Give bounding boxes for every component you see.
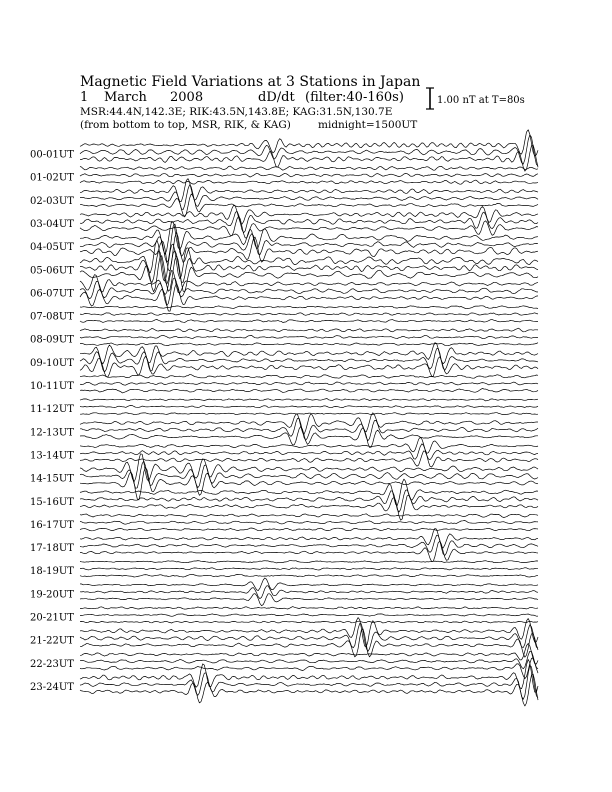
trace-kag-row-1 <box>80 166 538 170</box>
row-label: 05-06UT <box>30 265 74 277</box>
trace-rik-row-0 <box>80 135 538 166</box>
trace-msr-row-7 <box>80 320 538 323</box>
row-label: 23-24UT <box>30 681 74 693</box>
midnight-label: midnight=1500UT <box>318 119 418 131</box>
trace-kag-row-3 <box>80 205 538 224</box>
stations-label: MSR:44.4N,142.3E; RIK:43.5N,143.8E; KAG:31.5N,130.7E <box>80 106 393 118</box>
trace-kag-row-12 <box>80 413 538 434</box>
trace-msr-row-23 <box>80 674 538 706</box>
order-note: (from bottom to top, MSR, RIK, & KAG) <box>80 119 291 131</box>
trace-rik-row-12 <box>80 418 538 440</box>
trace-msr-row-10 <box>80 389 538 393</box>
trace-msr-row-18 <box>80 574 538 577</box>
trace-rik-row-18 <box>80 568 538 570</box>
chart-title: Magnetic Field Variations at 3 Stations in Japan <box>80 74 421 90</box>
row-label: 22-23UT <box>30 658 74 670</box>
trace-kag-row-16 <box>80 514 538 518</box>
scale-bar-label: 1.00 nT at T=80s <box>437 95 525 106</box>
row-label: 03-04UT <box>30 218 74 230</box>
scale-bar <box>426 88 525 109</box>
row-label: 11-12UT <box>30 404 74 416</box>
trace-rik-row-14 <box>80 461 538 488</box>
row-label: 15-16UT <box>30 496 74 508</box>
trace-msr-row-4 <box>80 232 538 271</box>
row-label: 19-20UT <box>30 589 74 601</box>
trace-msr-row-17 <box>80 541 538 562</box>
row-label: 08-09UT <box>30 334 74 346</box>
trace-rik-row-20 <box>80 614 538 616</box>
row-labels <box>30 150 74 693</box>
trace-kag-row-11 <box>80 399 538 401</box>
trace-rik-row-22 <box>80 651 538 669</box>
trace-rik-row-11 <box>80 405 538 407</box>
trace-msr-row-3 <box>80 216 538 238</box>
trace-msr-row-14 <box>80 467 538 500</box>
date-month: March <box>104 90 147 105</box>
date-day: 1 <box>80 90 89 105</box>
trace-kag-row-20 <box>80 607 538 610</box>
trace-rik-row-5 <box>80 251 538 285</box>
trace-rik-row-8 <box>80 335 538 338</box>
trace-rik-row-23 <box>80 666 538 700</box>
trace-kag-row-18 <box>80 561 538 563</box>
trace-rik-row-10 <box>80 382 538 385</box>
trace-rik-row-19 <box>80 586 538 599</box>
row-label: 12-13UT <box>30 427 74 439</box>
row-label: 06-07UT <box>30 288 74 300</box>
date-year: 2008 <box>170 90 204 105</box>
trace-kag-row-13 <box>80 437 538 453</box>
trace-kag-row-8 <box>80 328 538 332</box>
trace-kag-row-10 <box>80 375 538 379</box>
row-label: 00-01UT <box>30 149 74 161</box>
trace-rik-row-21 <box>80 624 538 652</box>
row-label: 01-02UT <box>30 172 74 184</box>
trace-msr-row-16 <box>80 528 538 531</box>
trace-kag-row-19 <box>80 578 538 591</box>
row-label: 02-03UT <box>30 195 74 207</box>
trace-msr-row-11 <box>80 413 538 415</box>
trace-msr-row-19 <box>80 594 538 606</box>
trace-msr-row-13 <box>80 451 538 467</box>
trace-msr-row-12 <box>80 426 538 447</box>
trace-kag-row-9 <box>80 343 538 364</box>
row-label: 20-21UT <box>30 612 74 624</box>
traces <box>80 130 538 706</box>
quantity-label: dD/dt <box>258 90 295 105</box>
row-label: 10-11UT <box>30 381 74 392</box>
trace-msr-row-8 <box>80 343 538 346</box>
row-label: 07-08UT <box>30 311 74 323</box>
filter-label: (filter:40-160s) <box>305 90 404 105</box>
row-label: 16-17UT <box>30 519 74 531</box>
trace-kag-row-22 <box>80 644 538 665</box>
trace-msr-row-22 <box>80 658 538 679</box>
trace-rik-row-1 <box>80 173 538 177</box>
trace-msr-row-20 <box>80 621 538 623</box>
trace-rik-row-6 <box>80 278 538 306</box>
row-label: 17-18UT <box>30 543 74 555</box>
trace-kag-row-23 <box>80 660 538 693</box>
trace-kag-row-7 <box>80 306 538 309</box>
trace-kag-row-15 <box>80 479 538 505</box>
chart-header <box>80 74 420 131</box>
trace-msr-row-1 <box>80 180 538 184</box>
trace-rik-row-4 <box>80 224 538 263</box>
row-label: 21-22UT <box>30 635 74 647</box>
row-label: 04-05UT <box>30 242 74 254</box>
row-label: 09-10UT <box>30 357 74 369</box>
row-label: 18-19UT <box>30 566 74 578</box>
row-label: 13-14UT <box>30 450 74 462</box>
trace-rik-row-16 <box>80 521 538 525</box>
trace-rik-row-7 <box>80 313 538 316</box>
row-label: 14-15UT <box>30 473 74 485</box>
